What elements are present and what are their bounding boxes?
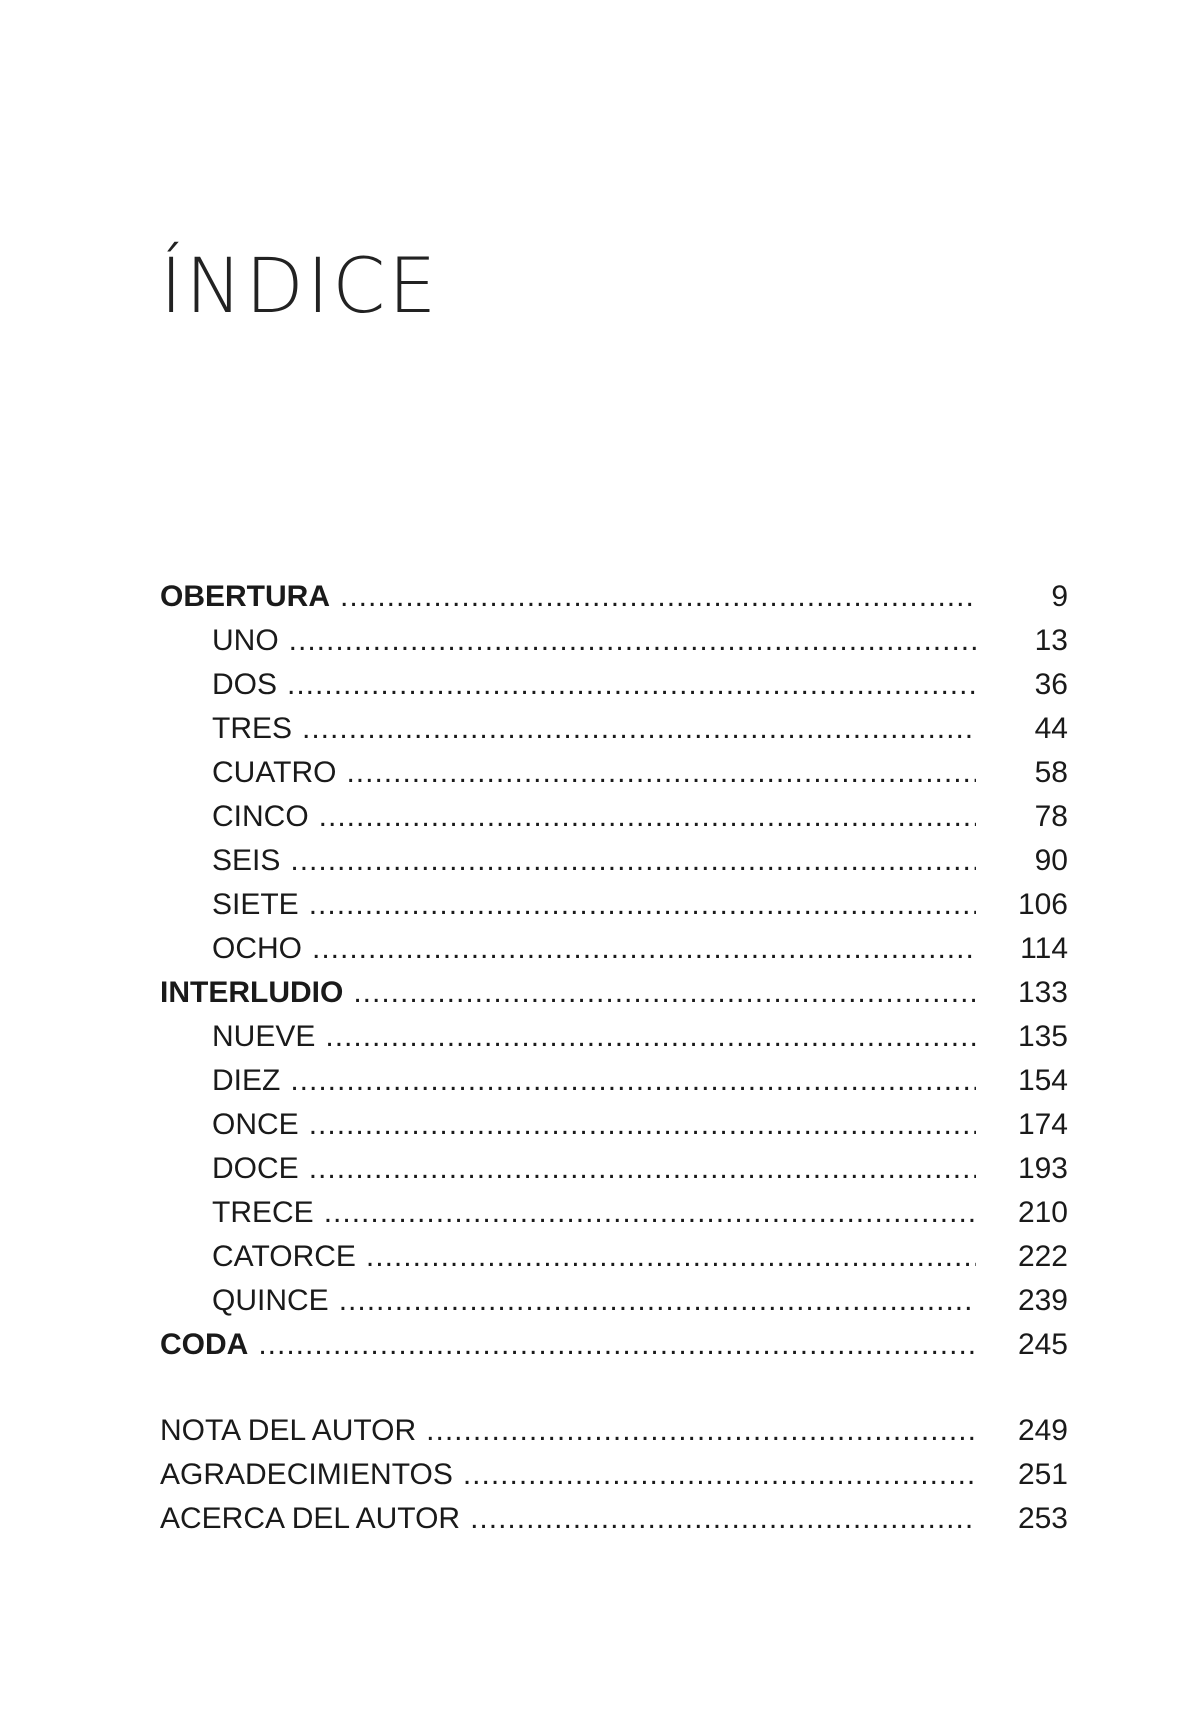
- toc-entry-label: DIEZ: [212, 1064, 281, 1097]
- toc-page-number: 44: [1034, 712, 1068, 745]
- toc-entry-label: CUATRO: [212, 756, 337, 789]
- toc-page-number: 222: [1017, 1240, 1068, 1273]
- toc-entry-label: ACERCA DEL AUTOR: [160, 1502, 461, 1535]
- dot-leader: [470, 1497, 976, 1541]
- toc-entry-label: SIETE: [212, 888, 299, 921]
- dot-leader: [312, 927, 976, 971]
- toc-entry-label: TRECE: [212, 1196, 314, 1229]
- toc-entry-label: AGRADECIMIENTOS: [160, 1458, 453, 1491]
- toc-entry-label: DOCE: [212, 1152, 299, 1185]
- toc-entry-label: SEIS: [212, 844, 281, 877]
- dot-leader: [289, 619, 976, 663]
- toc-entry: [160, 707, 1068, 751]
- toc-page-number: 36: [1034, 668, 1068, 701]
- toc-page-number: 193: [1017, 1152, 1068, 1185]
- toc-page-number: 133: [1017, 976, 1068, 1009]
- toc-entry: [160, 795, 1068, 839]
- toc-entry: [160, 1279, 1068, 1323]
- page-title: ÍNDICE: [160, 241, 440, 330]
- toc-entry: [160, 1147, 1068, 1191]
- toc-entry: [160, 1059, 1068, 1103]
- dot-leader: [319, 795, 976, 839]
- toc-entry-label: QUINCE: [212, 1284, 329, 1317]
- toc-entry: [160, 883, 1068, 927]
- toc-page-number: 58: [1034, 756, 1068, 789]
- dot-leader: [290, 1059, 976, 1103]
- toc-entry-label: OCHO: [212, 932, 302, 965]
- toc-page-number: 253: [1017, 1502, 1068, 1535]
- toc-entry-label: ONCE: [212, 1108, 299, 1141]
- toc-page-number: 210: [1017, 1196, 1068, 1229]
- dot-leader: [309, 1147, 976, 1191]
- toc-page-number: 251: [1017, 1458, 1068, 1491]
- toc-page-number: 78: [1034, 800, 1068, 833]
- toc-page-number: 154: [1017, 1064, 1068, 1097]
- dot-leader: [287, 663, 976, 707]
- dot-leader: [346, 751, 976, 795]
- dot-leader: [325, 1015, 976, 1059]
- toc-entry: [160, 1235, 1068, 1279]
- toc-entry: [160, 839, 1068, 883]
- dot-leader: [258, 1323, 976, 1367]
- toc-page-number: 249: [1017, 1414, 1068, 1447]
- dot-leader: [302, 707, 976, 751]
- toc-entry-label: CINCO: [212, 800, 309, 833]
- dot-leader: [353, 971, 976, 1015]
- table-of-contents: [160, 575, 1068, 1541]
- toc-entry-label: OBERTURA: [160, 580, 330, 613]
- toc-entry: [160, 927, 1068, 971]
- toc-entry: [160, 971, 1068, 1015]
- toc-page-number: 13: [1034, 624, 1068, 657]
- toc-entry: [160, 575, 1068, 619]
- toc-page-number: 106: [1017, 888, 1068, 921]
- toc-entry: [160, 663, 1068, 707]
- toc-entry: [160, 1015, 1068, 1059]
- dot-leader: [366, 1235, 976, 1279]
- toc-entry-label: CATORCE: [212, 1240, 356, 1273]
- toc-entry: [160, 619, 1068, 663]
- dot-leader: [426, 1409, 976, 1453]
- toc-entry-label: TRES: [212, 712, 293, 745]
- dot-leader: [339, 1279, 976, 1323]
- toc-entry-label: CODA: [160, 1328, 249, 1361]
- toc-entry: [160, 1191, 1068, 1235]
- toc-page-number: 90: [1034, 844, 1068, 877]
- dot-leader: [290, 839, 976, 883]
- toc-entry-label: UNO: [212, 624, 279, 657]
- toc-page-number: 114: [1020, 932, 1068, 965]
- toc-page-number: 9: [1051, 580, 1068, 613]
- toc-entry-label: INTERLUDIO: [160, 976, 344, 1009]
- toc-entry-label: DOS: [212, 668, 278, 701]
- toc-entry: [160, 1103, 1068, 1147]
- toc-page-number: 135: [1017, 1020, 1068, 1053]
- toc-entry: [160, 1323, 1068, 1367]
- toc-entry: [160, 1409, 1068, 1453]
- dot-leader: [324, 1191, 976, 1235]
- toc-page-number: 245: [1017, 1328, 1068, 1361]
- dot-leader: [309, 883, 976, 927]
- dot-leader: [463, 1453, 976, 1497]
- toc-entry-label: NOTA DEL AUTOR: [160, 1414, 417, 1447]
- toc-page-number: 239: [1017, 1284, 1068, 1317]
- dot-leader: [340, 575, 976, 619]
- toc-entry: [160, 751, 1068, 795]
- dot-leader: [309, 1103, 976, 1147]
- toc-entry: [160, 1453, 1068, 1497]
- toc-entry: [160, 1497, 1068, 1541]
- toc-page-number: 174: [1017, 1108, 1068, 1141]
- toc-entry-label: NUEVE: [212, 1020, 316, 1053]
